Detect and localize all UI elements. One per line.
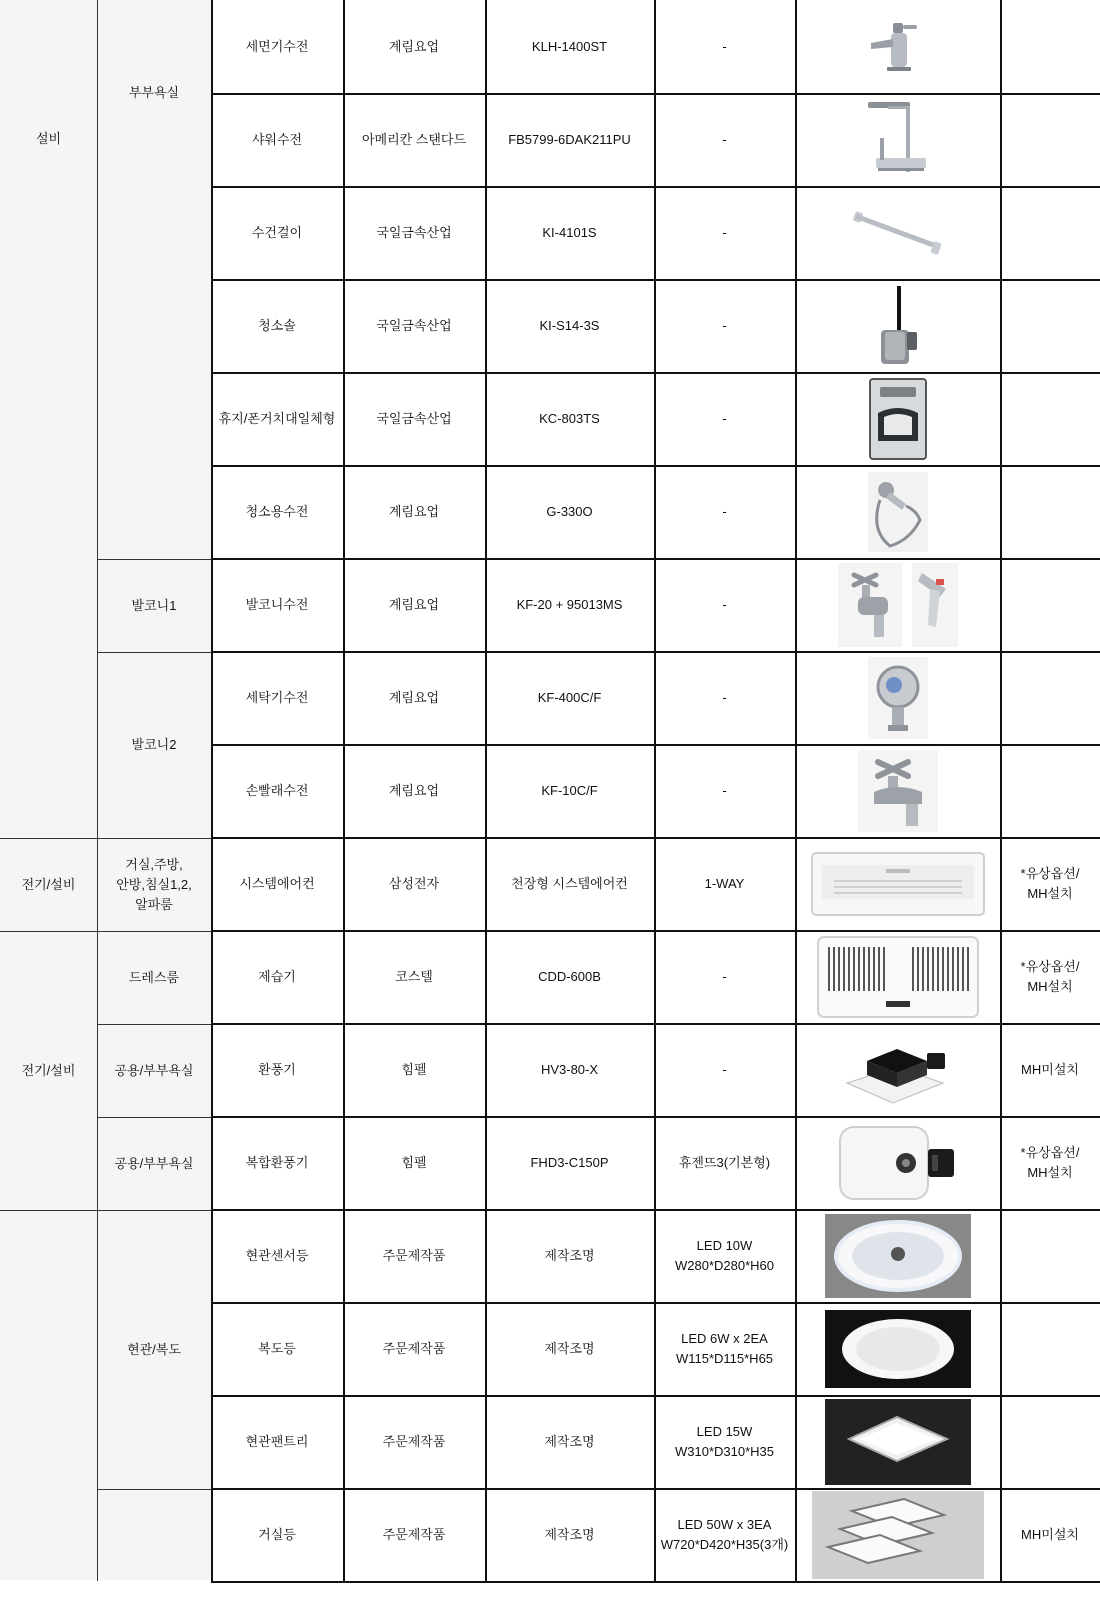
hand-sprayer-icon xyxy=(795,465,1000,558)
maker-cell: 주문제작품 xyxy=(382,1247,446,1263)
maker-cell: 삼성전자 xyxy=(388,875,440,891)
paper-holder-icon xyxy=(795,372,1000,465)
note-cell xyxy=(1000,558,1100,651)
note-cell: *유상옵션/ MH설치 xyxy=(1020,865,1080,901)
maker-cell: 국일금속산업 xyxy=(376,410,452,426)
dehumidifier-icon xyxy=(795,930,1000,1023)
column-divider xyxy=(1000,0,1002,1581)
model-cell: HV3-80-X xyxy=(540,1061,599,1077)
model-cell: 제작조명 xyxy=(544,1247,595,1263)
row-divider xyxy=(211,558,1100,560)
row-divider xyxy=(211,651,1100,653)
row-divider xyxy=(211,1488,1100,1490)
model-cell: 천장형 시스템에어컨 xyxy=(511,875,628,891)
wall-tap-icon xyxy=(795,744,1000,837)
balcony-faucet-icon xyxy=(795,558,1000,651)
combo-fan-icon xyxy=(795,1116,1000,1209)
note-cell xyxy=(1000,186,1100,279)
row-divider xyxy=(211,1209,1100,1211)
item-name-cell: 세탁기수전 xyxy=(245,689,309,705)
location-cell: 공용/부부욕실 xyxy=(114,1155,194,1171)
note-cell xyxy=(1000,465,1100,558)
row-divider xyxy=(97,838,211,839)
column-divider xyxy=(795,0,797,1581)
item-name-cell: 시스템에어컨 xyxy=(239,875,315,891)
row-divider xyxy=(211,1302,1100,1304)
category-cell: 전기/설비 xyxy=(21,876,76,892)
maker-cell: 계림요업 xyxy=(388,782,440,798)
maker-cell: 주문제작품 xyxy=(382,1526,446,1542)
model-cell: KF-20 + 95013MS xyxy=(516,596,623,612)
maker-cell: 계림요업 xyxy=(388,596,440,612)
row-divider xyxy=(211,1581,1100,1583)
item-name-cell: 손빨래수전 xyxy=(245,782,309,798)
row-divider xyxy=(97,652,211,653)
maker-cell: 계림요업 xyxy=(388,503,440,519)
towel-bar-icon xyxy=(795,186,1000,279)
column-divider xyxy=(654,0,656,1581)
row-divider xyxy=(0,1210,97,1211)
model-cell: KI-S14-3S xyxy=(539,317,600,333)
row-divider xyxy=(211,1395,1100,1397)
note-cell: *유상옵션/ MH설치 xyxy=(1020,1144,1080,1180)
note-cell: *유상옵션/ MH설치 xyxy=(1020,958,1080,994)
note-cell xyxy=(1000,1395,1100,1488)
note-cell xyxy=(1000,93,1100,186)
item-name-cell: 휴지/폰거치대일체형 xyxy=(218,410,336,426)
toilet-brush-icon xyxy=(795,279,1000,372)
row-divider xyxy=(211,1116,1100,1118)
item-name-cell: 현관팬트리 xyxy=(245,1433,309,1449)
spec-cell: - xyxy=(722,596,727,612)
model-cell: KF-10C/F xyxy=(541,782,598,798)
spec-cell: - xyxy=(722,131,727,147)
maker-cell: 코스텔 xyxy=(395,968,433,984)
maker-cell: 국일금속산업 xyxy=(376,224,452,240)
model-cell: KLH-1400ST xyxy=(531,38,608,54)
location-cell: 드레스룸 xyxy=(128,969,180,985)
row-divider xyxy=(0,931,97,932)
spec-cell: - xyxy=(722,968,727,984)
spec-cell: LED 15W W310*D310*H35 xyxy=(674,1423,774,1459)
location-cell: 현관/복도 xyxy=(127,1341,181,1357)
item-name-cell: 청소용수전 xyxy=(245,503,309,519)
spec-cell: - xyxy=(722,782,727,798)
item-name-cell: 환풍기 xyxy=(258,1061,296,1077)
item-name-cell: 청소솔 xyxy=(258,317,296,333)
ceiling-ac-icon xyxy=(795,837,1000,930)
spec-cell: LED 50W x 3EA W720*D420*H35(3개) xyxy=(660,1516,789,1552)
spec-cell: - xyxy=(722,38,727,54)
location-cell: 발코니1 xyxy=(131,597,177,613)
row-divider xyxy=(211,837,1100,839)
maker-cell: 힘펠 xyxy=(401,1154,427,1170)
row-divider xyxy=(211,186,1100,188)
note-cell: MH미설치 xyxy=(1021,1061,1079,1077)
row-divider xyxy=(211,372,1100,374)
item-name-cell: 샤워수전 xyxy=(251,131,303,147)
model-cell: 제작조명 xyxy=(544,1340,595,1356)
note-cell xyxy=(1000,651,1100,744)
spec-cell: 1-WAY xyxy=(704,875,745,891)
item-name-cell: 세면기수전 xyxy=(245,38,309,54)
location-cell: 거실,주방, 안방,침실1,2, 알파룸 xyxy=(116,856,192,912)
column-divider xyxy=(211,0,213,1581)
spec-cell: - xyxy=(722,410,727,426)
ventilation-fan-icon xyxy=(795,1023,1000,1116)
maker-cell: 힘펠 xyxy=(401,1061,427,1077)
model-cell: KC-803TS xyxy=(539,410,600,426)
maker-cell: 계림요업 xyxy=(388,689,440,705)
row-divider xyxy=(211,930,1100,932)
item-name-cell: 수건걸이 xyxy=(251,224,303,240)
model-cell: KF-400C/F xyxy=(537,689,602,705)
spec-cell: - xyxy=(722,317,727,333)
shower-faucet-icon xyxy=(795,93,1000,186)
category-cell: 전기/설비 xyxy=(21,1062,76,1078)
note-cell: MH미설치 xyxy=(1021,1526,1079,1542)
row-divider xyxy=(97,1024,211,1025)
row-divider xyxy=(0,838,97,839)
location-cell: 부부욕실 xyxy=(128,85,180,100)
model-cell: FB5799-6DAK211PU xyxy=(508,131,631,147)
item-name-cell: 발코니수전 xyxy=(245,596,309,612)
spec-cell: - xyxy=(722,1061,727,1077)
model-cell: 제작조명 xyxy=(544,1526,595,1542)
spec-cell: - xyxy=(722,689,727,705)
row-divider xyxy=(97,1210,211,1211)
row-divider xyxy=(211,465,1100,467)
row-divider xyxy=(211,744,1100,746)
location-cell: 발코니2 xyxy=(131,737,177,752)
column-divider xyxy=(97,0,98,1581)
basin-faucet-icon xyxy=(795,0,1000,93)
category-cell: 설비 xyxy=(35,130,62,146)
model-cell: FHD3-C150P xyxy=(530,1154,609,1170)
panel-light-3ea-icon xyxy=(795,1488,1000,1581)
washer-valve-icon xyxy=(795,651,1000,744)
note-cell xyxy=(1000,279,1100,372)
maker-cell: 주문제작품 xyxy=(382,1433,446,1449)
round-light-icon xyxy=(795,1302,1000,1395)
item-name-cell: 복합환풍기 xyxy=(245,1154,309,1170)
item-name-cell: 제습기 xyxy=(258,968,296,984)
note-cell xyxy=(1000,1302,1100,1395)
location-cell: 공용/부부욕실 xyxy=(114,1062,194,1078)
row-divider xyxy=(97,559,211,560)
note-cell xyxy=(1000,744,1100,837)
maker-cell: 주문제작품 xyxy=(382,1340,446,1356)
maker-cell: 계림요업 xyxy=(388,38,440,54)
sensor-light-icon xyxy=(795,1209,1000,1302)
note-cell xyxy=(1000,0,1100,93)
spec-cell: 휴젠뜨3(기본형) xyxy=(678,1154,771,1170)
row-divider xyxy=(97,1117,211,1118)
row-divider xyxy=(211,279,1100,281)
row-divider xyxy=(97,1489,211,1490)
model-cell: G-330O xyxy=(546,503,593,519)
spec-cell: LED 10W W280*D280*H60 xyxy=(674,1237,774,1273)
note-cell xyxy=(1000,372,1100,465)
column-divider xyxy=(343,0,345,1581)
column-divider xyxy=(485,0,487,1581)
spec-cell: LED 6W x 2EA W115*D115*H65 xyxy=(675,1330,774,1366)
maker-cell: 국일금속산업 xyxy=(376,317,452,333)
model-cell: 제작조명 xyxy=(544,1433,595,1449)
model-cell: CDD-600B xyxy=(538,968,601,984)
note-cell xyxy=(1000,1209,1100,1302)
spec-cell: - xyxy=(722,224,727,240)
row-divider xyxy=(211,1023,1100,1025)
model-cell: KI-4101S xyxy=(542,224,597,240)
item-name-cell: 현관센서등 xyxy=(245,1247,309,1263)
row-divider xyxy=(211,93,1100,95)
maker-cell: 아메리칸 스탠다드 xyxy=(361,131,467,147)
item-name-cell: 복도등 xyxy=(258,1340,296,1356)
row-divider xyxy=(97,931,211,932)
square-panel-light-icon xyxy=(795,1395,1000,1488)
item-name-cell: 거실등 xyxy=(258,1526,296,1542)
spec-cell: - xyxy=(722,503,727,519)
